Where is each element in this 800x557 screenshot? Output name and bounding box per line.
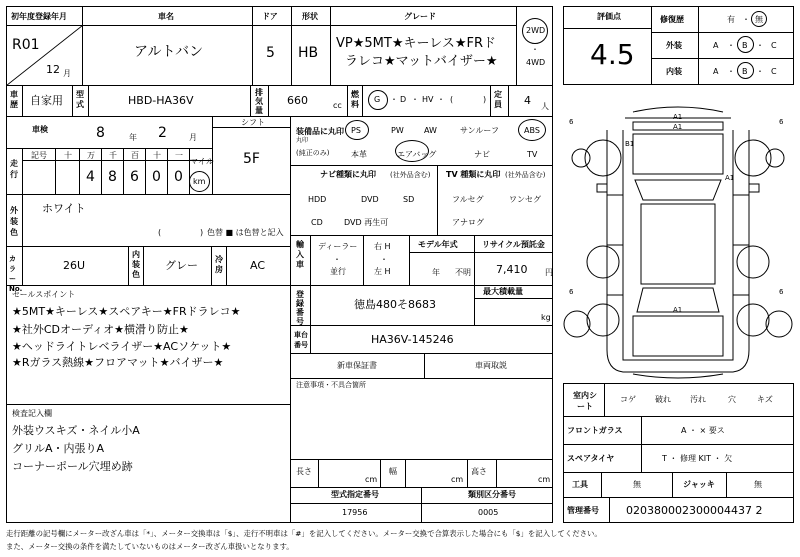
nav-dvd-play: DVD 再生可 [344,218,389,227]
seat-label: 室内シート [573,391,597,411]
repair-label: 修復歴 [660,15,684,24]
mileage-label: 走行 [10,159,18,179]
mileage-header-10k: 十 [64,151,72,160]
interior-grade-b: B [742,67,748,76]
inspection-year-unit: 年 [129,133,137,142]
equipment-sub: 丸印 [296,137,309,144]
nav-hdd: HDD [308,195,327,204]
registration-value: 徳島480そ8683 [354,298,436,311]
warranty-manual: 車両取説 [475,361,507,370]
mileage-unit: km [193,177,206,186]
front-glass-label: フロントガラス [567,426,623,435]
diagram-fig-3: 6 [569,288,574,296]
sep: ・ [411,95,419,104]
fuel-d: D [400,95,407,104]
import-dealer: ディーラー [318,242,358,251]
front-glass-value: A ・ × 要ス [681,426,725,435]
diagram-label-a1-bumper: A1 [673,123,683,131]
chassis-label: 車台番号 [294,331,308,349]
tools-value: 無 [633,480,641,489]
interior-color-label: 内装色 [132,250,140,279]
sep: ・ [727,41,735,50]
notes-label: 注意事項・不具合箇所 [296,381,366,389]
mileage-header-mile: マイル [190,157,214,166]
import-right-h: 右 H [374,242,391,251]
diagram-label-a1-right: A1 [725,174,735,182]
dim-width-unit: cm [451,475,464,484]
import-parallel: 並行 [330,267,346,276]
vehicle-damage-diagram [563,100,794,383]
seat-item-stain: 汚れ [690,395,706,404]
inspector-line-1: 外装ウスキズ・ネイル小A [12,424,140,437]
interior-grade-label: 内装 [666,67,682,76]
jack-value: 無 [754,480,762,489]
equipment-label: 装備品に丸印 [296,127,344,136]
displacement-value: 660 [287,94,308,107]
ac-value: AC [250,259,266,272]
exterior-grade-label: 外装 [666,41,682,50]
sep: ・ [756,67,764,76]
mileage-header-10000: 万 [87,151,95,160]
diagram-fig-2: 6 [779,118,784,126]
color-no-value: 26U [63,259,86,272]
nav-dvd: DVD [361,195,379,204]
capacity-unit: 人 [541,102,549,111]
import-dot-2: ・ [380,255,388,264]
repair-yes: 有 [727,15,735,24]
tv-sub: (社外品含む) [505,171,546,179]
first-reg-month: 12 [46,63,60,76]
exterior-color-label: 外装色 [10,206,18,237]
shape-value: HB [298,45,319,61]
seat-item-tear: 破れ [655,395,671,404]
dim-length-unit: cm [365,475,378,484]
class-number-label: 類別区分番号 [468,490,516,499]
model-label: 型式 [76,90,84,109]
dim-height-unit: cm [538,475,551,484]
jack-label: ジャッキ [683,480,715,489]
model-value: HBD-HA36V [128,94,194,107]
car-category-label: 車歴 [10,90,18,109]
shape-label: 形状 [302,12,318,21]
spare-tire-value: T ・ 修理 KIT ・ 欠 [662,454,733,463]
sales-point-line-2: ★社外CDオーディオ★横滑り防止★ [12,323,189,336]
drive-4wd: 4WD [526,58,546,67]
equipment-note: (純正のみ) [296,149,330,157]
color-no-label: カラーNo. [9,255,23,293]
interior-grade-c: C [771,67,777,76]
equipment-airbag: エアバッグ [397,150,437,159]
exterior-color-value: ホワイト [42,202,86,215]
mileage-header-10: 十 [153,151,161,160]
recycle-unit: 円 [545,268,553,277]
score-label: 評価点 [597,12,621,21]
sep: ・ [727,67,735,76]
type-designation-value: 17956 [342,508,368,517]
inspection-month: 2 [158,125,167,141]
mgmt-number-value: 020380002300004437 2 [626,504,763,517]
fuel-paren-open: ( [450,95,454,104]
diagram-label-b1: B1 [625,140,635,148]
sep: ・ [390,95,398,104]
tv-fullseg: フルセグ [452,195,484,204]
score-value: 4.5 [590,38,635,71]
first-reg-label: 初年度登録年月 [11,12,67,21]
diagram-fig-4: 6 [779,288,784,296]
grade-label: グレード [404,12,436,21]
fuel-paren-close: ) [483,95,487,104]
mileage-digit-5: 0 [174,169,183,185]
exterior-color-paren-open: ( [158,228,162,237]
doors-value: 5 [266,45,275,61]
grade-line-2: ラレコ★マットバイザー★ [345,54,498,69]
diagram-label-a1-front: A1 [673,113,683,121]
equipment-aw: AW [424,126,437,135]
sep: ・ [756,41,764,50]
tv-oneseg: ワンセグ [509,195,541,204]
mileage-header-1000: 千 [109,151,117,160]
tools-label: 工具 [572,480,588,489]
mileage-digit-4: 0 [152,169,161,185]
displacement-unit: cc [333,101,342,110]
sales-point-line-4: ★Rガラス熱線★フロアマット★バイザー★ [12,356,224,369]
nav-cd: CD [311,218,323,227]
drive-2wd: 2WD [526,26,546,35]
displacement-label: 排気量 [255,88,263,115]
spare-tire-label: スペアタイヤ [567,454,615,463]
equipment-navi: ナビ [474,150,490,159]
mileage-header-100: 百 [131,151,139,160]
mileage-digit-2: 8 [108,169,117,185]
sales-point-line-1: ★5MT★キーレス★スペアキー★FRドラレコ★ [12,305,241,318]
capacity-value: 4 [524,94,531,107]
grade-line-1: VP★5MT★キーレス★FRド [336,36,496,51]
diagram-label-a1-rear: A1 [673,306,683,314]
mileage-header-1: 一 [175,151,183,160]
repair-no: 無 [755,15,763,24]
tv-analog: アナログ [452,218,484,227]
recycle-label: リサイクル預託金 [482,240,545,249]
dim-length-label: 長さ [296,467,312,476]
class-number-value: 0005 [478,508,499,517]
interior-grade-a: A [713,67,719,76]
nav-sub: (社外品含む) [390,171,431,179]
exterior-color-note: 色替 ■ は色替と記入 [207,228,284,237]
mileage-digit-3: 6 [130,169,139,185]
inspection-year: 8 [96,125,105,141]
sep: ・ [437,95,445,104]
mileage-header-mark: 記号 [31,151,47,160]
inspection-month-unit: 月 [189,133,197,142]
warranty-new-car: 新車保証書 [337,361,377,370]
inspector-line-2: グリルA・内張りA [12,442,105,455]
exterior-grade-a: A [713,41,719,50]
mileage-digit-1: 4 [86,169,95,185]
fuel-hv: HV [422,95,434,104]
shift-label: シフト [241,118,265,127]
max-load-unit: kg [541,313,551,322]
exterior-grade-c: C [771,41,777,50]
car-name: アルトバン [134,44,204,60]
chassis-value: HA36V-145246 [371,333,454,346]
seat-item-scratch: キズ [757,395,773,404]
nav-sd: SD [403,195,415,204]
seat-item-burn: コゲ [620,395,636,404]
dim-width-label: 幅 [389,467,397,476]
equipment-pw: PW [391,126,404,135]
type-designation-label: 型式指定番号 [331,490,379,499]
shift-value: 5F [243,151,260,167]
car-name-label: 車名 [158,12,174,21]
exterior-color-paren-close: ) [200,228,204,237]
first-reg-month-unit: 月 [63,69,71,78]
model-year-label: モデル年式 [418,240,458,249]
diagram-fig-1: 6 [569,118,574,126]
equipment-leather: 本革 [351,150,367,159]
interior-color-value: グレー [165,259,198,272]
repair-sep: ・ [742,15,750,24]
car-category-value: 自家用 [30,94,63,107]
sales-point-label: セールスポイント [12,290,76,299]
fuel-label: 燃料 [351,90,359,109]
seat-item-hole: 穴 [728,395,736,404]
sales-point-line-3: ★ヘッドライトレベライザー★ACソケット★ [12,340,232,353]
import-label: 輸入車 [296,240,304,269]
footer-note-2: また、メーター交換の条件を満たしていないものはメーター改ざん車扱いとなります。 [6,542,294,551]
recycle-value: 7,410 [496,263,528,276]
drive-dot: ・ [531,45,539,54]
inspection-label: 車検 [32,125,48,134]
equipment-tv: TV [527,150,538,159]
ac-label: 冷房 [215,255,223,274]
import-left-h: 左 H [374,267,391,276]
inspector-label: 検査記入欄 [12,409,52,418]
max-load-label: 最大積載量 [483,287,523,296]
equipment-abs: ABS [524,126,540,135]
dim-height-label: 高さ [471,467,487,476]
fuel-g: G [374,95,381,104]
doors-label: ドア [262,12,278,21]
model-year-unit: 年 [432,268,440,277]
first-reg-era-year: R01 [12,37,40,53]
mgmt-number-label: 管理番号 [567,506,599,515]
inspector-line-3: コーナーポール穴埋め跡 [12,460,133,473]
equipment-ps: PS [351,126,361,135]
registration-label: 登録番号 [296,290,304,326]
tv-title: TV 種類に丸印 [446,170,501,179]
nav-title: ナビ種類に丸印 [320,170,376,179]
model-year-unknown: 不明 [455,268,471,277]
footer-note-1: 走行距離の記号欄にメーター改ざん車は「*」、メーター交換車は「$」、走行不明車は「#」を記入してください。メーター交換で合算表示した場合にも「$」を記入してください。 [6,529,602,538]
import-dot: ・ [333,255,341,264]
equipment-sunroof: サンルーフ [460,126,499,135]
capacity-label: 定員 [494,90,502,109]
exterior-grade-b: B [742,41,748,50]
